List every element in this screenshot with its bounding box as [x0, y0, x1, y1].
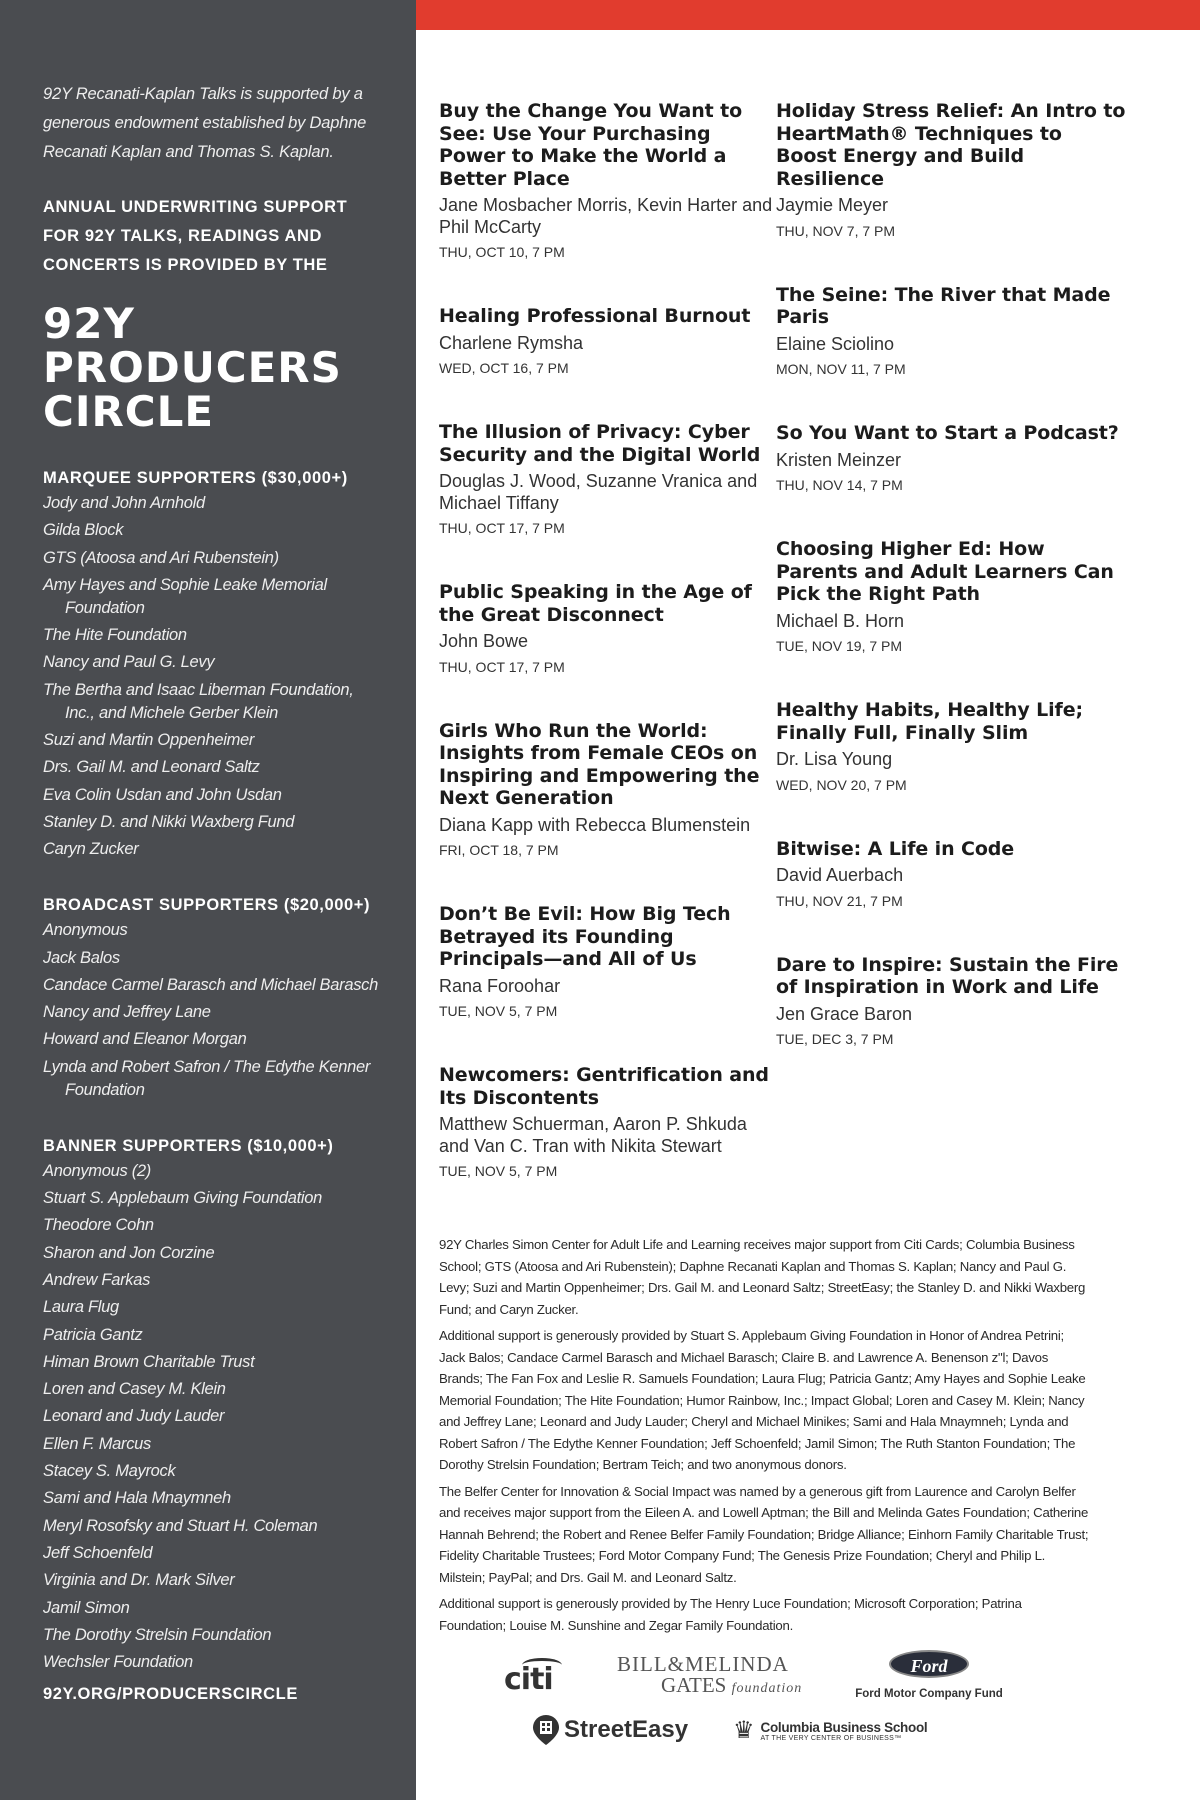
supporter-name: Anonymous (2): [43, 1161, 151, 1180]
event-speakers: Jaymie Meyer: [776, 195, 889, 215]
supporter-list: [43, 919, 386, 1101]
supporter-name: Wechsler Foundation: [43, 1653, 193, 1672]
producers-circle-sidebar: [0, 0, 416, 1800]
event-title: Buy the Change You Want to See: Use Your Purchasing Power to Make the World a Better Place: [439, 100, 743, 190]
supporter-name: Laura Flug: [43, 1298, 119, 1317]
supporter-name: The Hite Foundation: [43, 626, 187, 645]
supporter-name: Howard and Eleanor Morgan: [43, 1030, 247, 1049]
event-item: [439, 903, 779, 1020]
citi-arc-icon: [522, 1658, 562, 1672]
supporter-name: Suzi and Martin Oppenheimer: [43, 731, 255, 750]
event-date: FRI, OCT 18, 7 PM: [439, 842, 559, 858]
columbia-crown-icon: ♛: [733, 1717, 755, 1744]
gates-foundation-logo: BILL&MELINDA GATES foundation: [617, 1652, 803, 1697]
ford-oval-icon: Ford: [889, 1650, 969, 1678]
event-title: Healthy Habits, Healthy Life; Finally Full, Finally Slim: [776, 699, 1083, 744]
event-title: Don’t Be Evil: How Big Tech Betrayed its Founding Principals—and All of Us: [439, 903, 731, 970]
events-column-right: [776, 100, 1126, 1092]
event-date: THU, NOV 7, 7 PM: [776, 222, 896, 239]
ford-caption: Ford Motor Company Fund: [855, 1688, 1003, 1700]
event-item: [776, 538, 1126, 655]
event-date: TUE, NOV 5, 7 PM: [439, 1163, 558, 1179]
event-speakers: Jane Mosbacher Morris, Kevin Harter and Phil McCarty: [439, 195, 773, 237]
event-speakers: David Auerbach: [776, 865, 904, 885]
columbia-business-school-logo: ♛ Columbia Business School AT THE VERY CENTER OF BUSINESS™: [733, 1717, 928, 1744]
producers-circle-link[interactable]: 92Y.ORG/PRODUCERSCIRCLE: [43, 1685, 298, 1703]
supporter-name: Nancy and Paul G. Levy: [43, 653, 215, 672]
tier-heading: BANNER SUPPORTERS ($10,000+): [43, 1136, 334, 1155]
supporter-name: Sharon and Jon Corzine: [43, 1243, 215, 1262]
event-speakers: Jen Grace Baron: [776, 1003, 913, 1024]
support-note-paragraph: 92Y Charles Simon Center for Adult Life and Learning receives major support from Citi Cards; Columbia Business School; GTS (Atoosa and Ari Rubenstein); Daphne Recanati Kaplan and Thomas S. Kaplan; Nancy and Paul G. Levy; Suzi and Martin Oppenheimer; Drs. Gail M. and Leonard Saltz; StreetEasy; the Stanley D. and Nikki Waxberg Fund; and Caryn Zucker.: [439, 1237, 1086, 1317]
event-speakers: Dr. Lisa Young: [776, 749, 893, 769]
supporter-tier: [43, 464, 386, 861]
support-note-paragraph: The Belfer Center for Innovation & Social Impact was named by a generous gift from Laurence and Carolyn Belfer and receives major support from the Eileen A. and Lowell Aptman; the Bill and Melinda Gates Foundation; Catherine Hannah Behrend; the Robert and Renee Belfer Family Foundation; Bridge Alliance; Einhorn Family Charitable Trust; Fidelity Charitable Trustees; Ford Motor Company Fund; The Genesis Prize Foundation; Cheryl and Philip L. Milstein; PayPal; and Drs. Gail M. and Leonard Saltz.: [439, 1483, 1089, 1585]
event-title: Newcomers: Gentrification and Its Discontents: [439, 1064, 769, 1109]
supporter-name: Virginia and Dr. Mark Silver: [43, 1571, 235, 1590]
support-notes: [439, 1234, 1089, 1641]
event-date: WED, NOV 20, 7 PM: [776, 776, 907, 793]
underwriting-heading: ANNUAL UNDERWRITING SUPPORT FOR 92Y TALKS, READINGS AND CONCERTS IS PROVIDED BY THE: [43, 198, 348, 274]
event-date: THU, NOV 21, 7 PM: [776, 892, 903, 909]
supporter-name: Stanley D. and Nikki Waxberg Fund: [43, 812, 295, 831]
supporter-name: Ellen F. Marcus: [43, 1434, 151, 1453]
event-item: [439, 421, 779, 537]
supporter-name: Patricia Gantz: [43, 1325, 143, 1344]
events-column-left: [439, 100, 779, 1224]
supporter-list: [43, 492, 386, 861]
event-date: THU, OCT 17, 7 PM: [439, 520, 565, 536]
event-title: Holiday Stress Relief: An Intro to HeartMath® Techniques to Boost Energy and Build Resilience: [776, 100, 1126, 190]
supporter-name: Stuart S. Applebaum Giving Foundation: [43, 1189, 323, 1208]
event-speakers: Diana Kapp with Rebecca Blumenstein: [439, 814, 751, 835]
event-date: THU, NOV 14, 7 PM: [776, 477, 903, 493]
citi-logo: citi: [504, 1662, 553, 1697]
event-title: Bitwise: A Life in Code: [776, 837, 1015, 860]
supporter-name: Loren and Casey M. Klein: [43, 1380, 226, 1399]
streeteasy-logo: StreetEasy: [532, 1714, 688, 1746]
event-item: [439, 581, 779, 676]
supporter-name: Theodore Cohn: [43, 1216, 154, 1235]
supporter-name: Jody and John Arnhold: [43, 494, 205, 512]
support-note-paragraph: Additional support is generously provided by The Henry Luce Foundation; Microsoft Corporation; Patrina Foundation; Louise M. Sunshine and Zegar Family Foundation.: [439, 1596, 1022, 1633]
supporter-tiers: [43, 464, 386, 1674]
supporter-name: Candace Carmel Barasch and Michael Barasch: [43, 975, 378, 994]
event-date: TUE, NOV 5, 7 PM: [439, 1003, 558, 1019]
event-title: The Seine: The River that Made Paris: [776, 283, 1111, 328]
ford-fund-logo: [849, 1650, 1009, 1700]
event-date: WED, OCT 16, 7 PM: [439, 360, 569, 376]
event-date: THU, OCT 17, 7 PM: [439, 658, 565, 675]
supporter-name: Eva Colin Usdan and John Usdan: [43, 785, 282, 804]
tier-heading: BROADCAST SUPPORTERS ($20,000+): [43, 896, 371, 915]
supporter-name: Caryn Zucker: [43, 840, 139, 859]
event-item: [439, 1064, 779, 1180]
event-item: [439, 100, 779, 261]
event-speakers: Charlene Rymsha: [439, 332, 584, 353]
event-date: TUE, DEC 3, 7 PM: [776, 1031, 894, 1047]
event-item: [776, 284, 1126, 379]
supporter-name: The Dorothy Strelsin Foundation: [43, 1625, 272, 1644]
supporter-name: Amy Hayes and Sophie Leake Memorial Foundation: [43, 575, 327, 617]
event-title: Healing Professional Burnout: [439, 305, 751, 327]
event-speakers: Douglas J. Wood, Suzanne Vranica and Michael Tiffany: [439, 471, 758, 513]
event-speakers: Michael B. Horn: [776, 610, 905, 631]
event-title: The Illusion of Privacy: Cyber Security and the Digital World: [439, 421, 761, 466]
event-item: [776, 699, 1126, 794]
event-item: [776, 954, 1126, 1049]
supporter-name: Anonymous: [43, 921, 128, 940]
supporter-name: Drs. Gail M. and Leonard Saltz: [43, 758, 260, 777]
supporter-name: Andrew Farkas: [43, 1270, 151, 1289]
event-date: MON, NOV 11, 7 PM: [776, 361, 906, 377]
supporter-name: Leonard and Judy Lauder: [43, 1407, 225, 1426]
event-speakers: Elaine Sciolino: [776, 333, 895, 354]
event-title: Girls Who Run the World: Insights from Female CEOs on Inspiring and Empowering the Next Generation: [439, 719, 760, 809]
supporter-tier: [43, 1132, 386, 1674]
supporter-name: Meryl Rosofsky and Stuart H. Coleman: [43, 1516, 318, 1535]
supporter-name: Stacey S. Mayrock: [43, 1462, 176, 1481]
sponsor-logos: [439, 1640, 1139, 1790]
supporter-name: The Bertha and Isaac Liberman Foundation, Inc., and Michele Gerber Klein: [43, 680, 354, 722]
event-speakers: Rana Foroohar: [439, 975, 561, 996]
event-title: Dare to Inspire: Sustain the Fire of Inspiration in Work and Life: [776, 953, 1119, 998]
event-item: [776, 838, 1126, 910]
supporter-name: Himan Brown Charitable Trust: [43, 1352, 255, 1371]
event-item: [776, 422, 1126, 494]
supporter-name: Lynda and Robert Safron / The Edythe Kenner Foundation: [43, 1057, 371, 1099]
event-speakers: John Bowe: [439, 631, 529, 651]
tier-heading: MARQUEE SUPPORTERS ($30,000+): [43, 469, 348, 487]
event-date: THU, OCT 10, 7 PM: [439, 244, 565, 260]
supporter-name: GTS (Atoosa and Ari Rubenstein): [43, 548, 279, 567]
endowment-intro: 92Y Recanati-Kaplan Talks is supported by a generous endowment established by Daphne Recanati Kaplan and Thomas S. Kaplan.: [43, 85, 367, 161]
streeteasy-pin-icon: [532, 1714, 560, 1746]
supporter-name: Gilda Block: [43, 521, 124, 540]
event-item: [776, 100, 1126, 240]
supporter-name: Nancy and Jeffrey Lane: [43, 1003, 211, 1022]
supporter-name: Jeff Schoenfeld: [43, 1543, 153, 1562]
event-speakers: Matthew Schuerman, Aaron P. Shkuda and Van C. Tran with Nikita Stewart: [439, 1114, 747, 1156]
supporter-name: Jamil Simon: [43, 1598, 130, 1617]
supporter-name: Jack Balos: [43, 948, 120, 967]
top-accent-bar: [416, 0, 1200, 30]
event-title: Choosing Higher Ed: How Parents and Adult Learners Can Pick the Right Path: [776, 538, 1114, 605]
event-title: So You Want to Start a Podcast?: [776, 422, 1119, 444]
event-item: [439, 720, 779, 860]
event-date: TUE, NOV 19, 7 PM: [776, 638, 903, 654]
supporter-list: [43, 1160, 386, 1674]
supporter-tier: [43, 891, 386, 1101]
producers-circle-title: 92Y PRODUCERS CIRCLE: [43, 299, 342, 436]
event-title: Public Speaking in the Age of the Great Disconnect: [439, 581, 752, 626]
support-note-paragraph: Additional support is generously provided by Stuart S. Applebaum Giving Foundation in Honor of Andrea Petrini; Jack Balos; Candace Carmel Barasch and Michael Barasch; Claire B. and Lawrence A. Benenson z"l; Davos Brands; The Fan Fox and Leslie R. Samuels Foundation; Laura Flug; Patricia Gantz; Amy Hayes and Sophie Leake Memorial Foundation; The Hite Foundation; Humor Rainbow, Inc.; Impact Global; Loren and Casey M. Klein; Nancy and Jeffrey Lane; Leonard and Judy Lauder; Cheryl and Michael Minikes; Sami and Hala Mnaymneh; Lynda and Robert Safron / The Edythe Kenner Foundation; Jeff Schoenfeld; Jamil Simon; The Ruth Stanton Foundation; The Dorothy Strelsin Foundation; Bertram Teich; and two anonymous donors.: [439, 1328, 1086, 1472]
event-item: [439, 305, 779, 377]
event-speakers: Kristen Meinzer: [776, 449, 902, 470]
supporter-name: Sami and Hala Mnaymneh: [43, 1489, 231, 1508]
